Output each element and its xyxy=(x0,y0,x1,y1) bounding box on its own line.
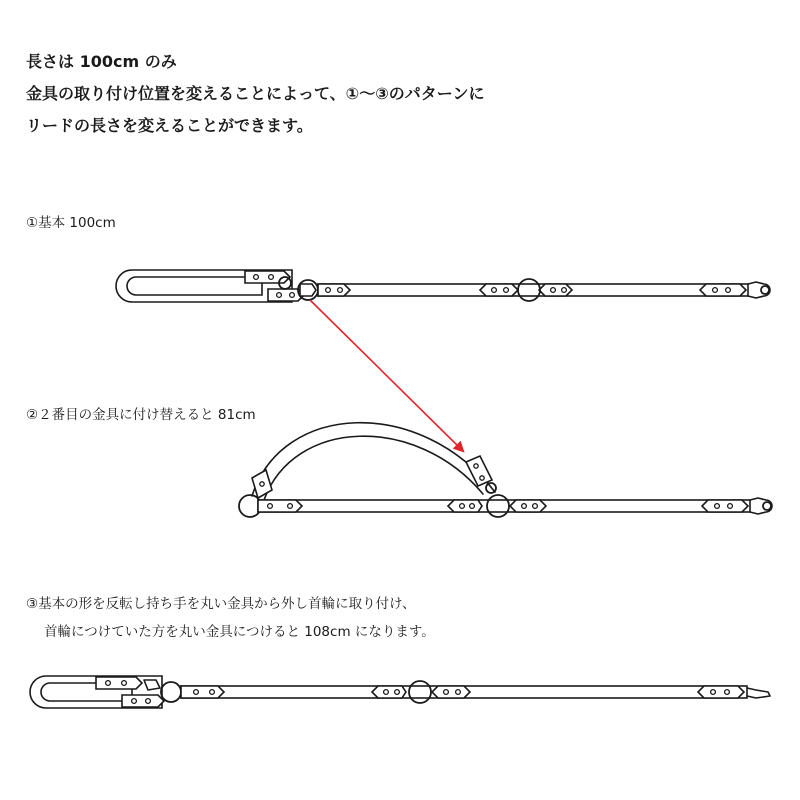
snap-hook xyxy=(750,498,772,514)
handle-loop xyxy=(116,270,304,302)
pattern-3-caption-line-1: ③基本の形を反転し持ち手を丸い金具から外し首輪に取り付け、 xyxy=(26,596,416,612)
intro-line-2: 金具の取り付け位置を変えることによって、①〜③のパターンに xyxy=(26,84,485,103)
handle-arch-inner xyxy=(264,436,483,500)
handle-loop xyxy=(30,676,164,708)
pattern-1-caption: ①基本 100cm xyxy=(26,215,116,231)
snap-hook xyxy=(747,688,770,698)
intro-line-3: リードの長さを変えることができます。 xyxy=(26,116,313,135)
pattern-3-caption-line-2: 首輪につけていた方を丸い金具につけると 108cm になります。 xyxy=(44,624,435,640)
handle-arch-outer xyxy=(252,423,495,496)
main-strap xyxy=(318,284,748,296)
snap-hook xyxy=(748,282,770,298)
intro-line-1: 長さは 100cm のみ xyxy=(26,52,177,71)
ring-1 xyxy=(161,682,181,702)
leash-pattern-1 xyxy=(116,270,770,302)
main-strap xyxy=(258,500,750,512)
leash-pattern-3 xyxy=(30,676,770,708)
move-arrow xyxy=(310,300,463,451)
ring-connector xyxy=(300,284,316,296)
leash-pattern-2 xyxy=(239,423,772,517)
pattern-2-caption: ②２番目の金具に付け替えると 81cm xyxy=(26,407,256,423)
